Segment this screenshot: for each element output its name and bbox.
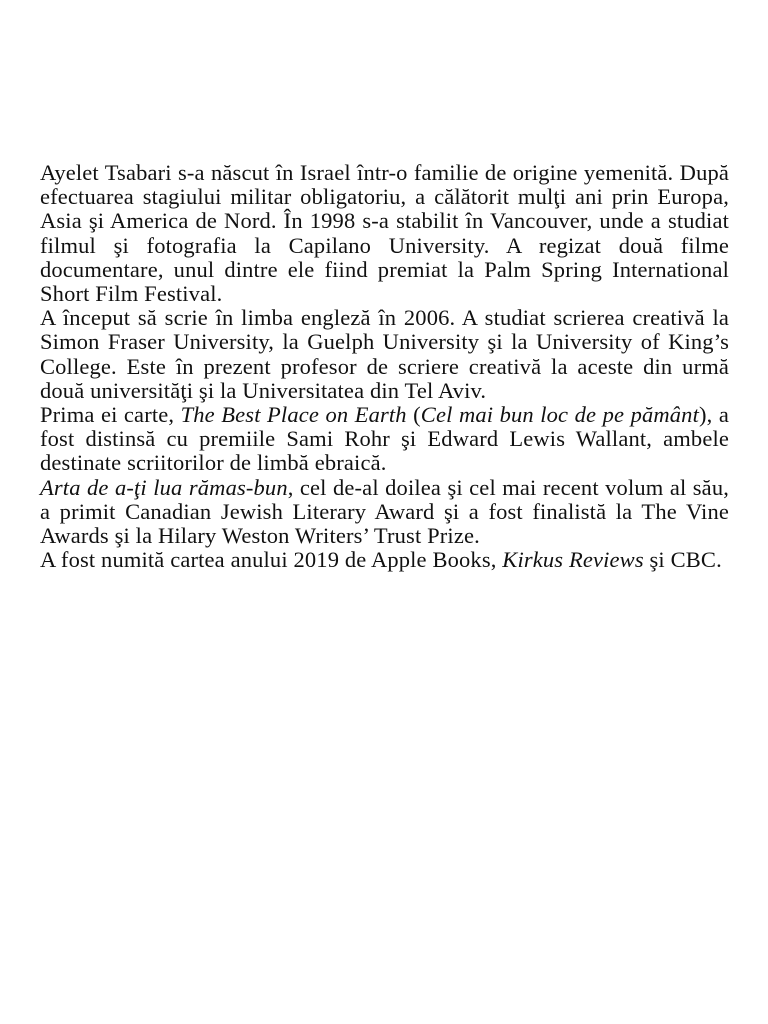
text-segment: , cel de-al doilea şi cel mai recent volum al său, a primit Canadian Jewish Literary Award şi a fost finalistă la The Vine Awards şi la Hilary Weston Writers’ Trust Prize.	[40, 474, 729, 549]
paragraph-second-book	[40, 476, 729, 549]
paragraph-recognition	[40, 548, 729, 572]
author-bio	[40, 161, 729, 572]
text-segment: şi CBC.	[643, 547, 722, 573]
text-segment: (	[406, 402, 421, 428]
paragraph-first-book	[40, 403, 729, 476]
book-title-translation: Cel mai bun loc de pe pământ	[420, 402, 699, 428]
book-title: Arta de a-ţi lua rămas-bun	[40, 474, 288, 500]
text-segment: ), a fost distinsă cu premiile Sami Rohr şi Edward Lewis Wallant, ambele destinate scriitorilor de limbă ebraică.	[40, 402, 729, 476]
text-segment: A fost numită cartea anului 2019 de Apple Books,	[40, 547, 503, 573]
text-segment: A început să scrie în limba engleză în 2006. A studiat scrierea creativă la Simon Fraser University, la Guelph University şi la University of King’s College. Este în prezent profesor de scriere creativă la aceste din urmă două universităţi şi la Universitatea din Tel Aviv.	[40, 305, 729, 403]
text-segment: Prima ei carte,	[40, 402, 181, 428]
text-segment: Ayelet Tsabari s-a născut în Israel într-o familie de origine yemenită. După efectuarea stagiului militar obligatoriu, a călătorit mulţi ani prin Europa, Asia şi America de Nord. În 1998 s-a stabilit în Vancouver, unde a studiat filmul şi fotografia la Capilano University. A regizat două filme documentare, unul dintre ele fiind premiat la Palm Spring International Short Film Festival.	[40, 160, 729, 307]
paragraph-biography	[40, 161, 729, 306]
paragraph-writing-career	[40, 306, 729, 403]
book-title: The Best Place on Earth	[180, 402, 407, 428]
publication-name: Kirkus Reviews	[502, 547, 644, 573]
